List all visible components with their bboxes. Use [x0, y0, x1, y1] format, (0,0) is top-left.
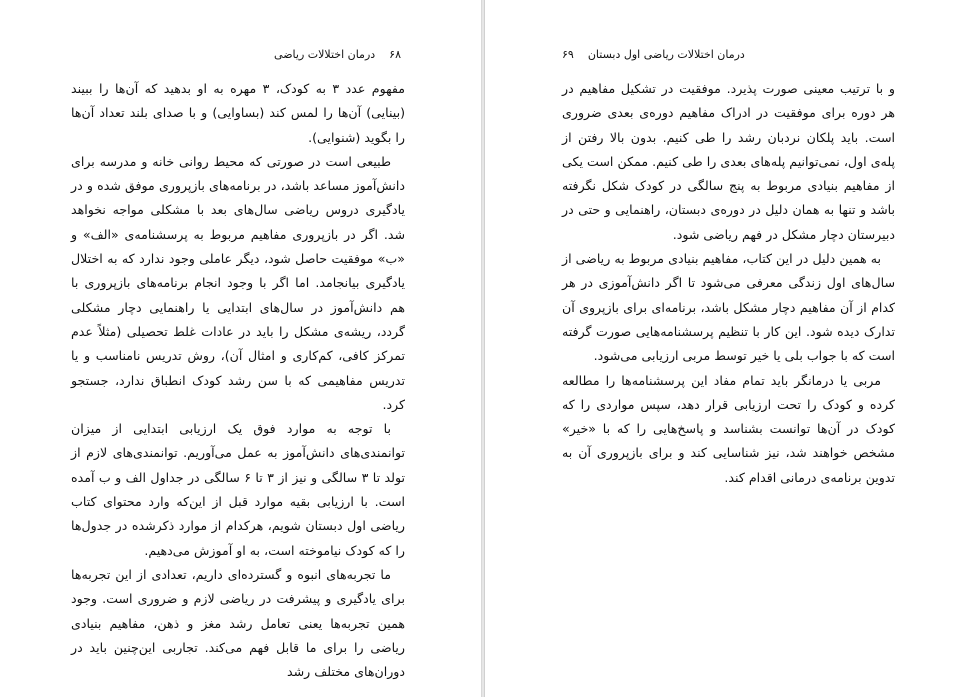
right-page — [484, 0, 966, 697]
right-page-header — [562, 47, 745, 63]
left-running-title: درمان اختلالات ریاضی — [274, 48, 376, 61]
right-paragraph-3: مربی یا درمانگر باید تمام مفاد این پرسشنامه‌ها را مطالعه کرده و کودک را تحت ارزیابی قرار دهد، سپس مواردی را که کودک در آن‌ها توانست بشناسد و پاسخ‌هایی را که با «خیر» مشخص خواهند شد، نیز شناسایی کند و برای بازپروری آن به تدوین برنامه‌ی درمانی اقدام کند. — [562, 372, 895, 485]
left-paragraph-2: طبیعی است در صورتی که محیط روانی خانه و مدرسه برای دانش‌آموز مساعد باشد، در برنامه‌های بازپروری موفق شده و در یادگیری دروس ریاضی سال‌های بعد با مشکلی مواجه نخواهد شد. اگر در بازپروری مفاهیم مربوط به پرسشنامه‌ی «الف» و «ب» موفقیت حاصل شود، دیگر عاملی وجود ندارد که به اختلال یادگیری بیانجامد. اما اگر با وجود انجام برنامه‌های بازپروری با هم دانش‌آموز در سال‌های ابتدایی یا راهنمایی دچار مشکلی گردد، ریشه‌ی مشکل را باید در عادات غلط تحصیلی (مثلاً عدم تمرکز کافی، کم‌کاری و امثال آن)، روش تدریس نامناسب و یا تدریس مفاهیمی که با سن رشد کودک انطباق ندارد، جستجو کرد. — [71, 153, 405, 412]
left-page — [0, 0, 482, 697]
right-page-number: ۶۹ — [562, 48, 574, 61]
left-paragraph-1: مفهوم عدد ۳ به کودک، ۳ مهره به او بدهید که آن‌ها را ببیند (بینایی) آن‌ها را لمس کند (بساوایی) و با صدای بلند تعداد آن‌ها را بگوید (شنوایی). — [71, 81, 405, 145]
left-paragraph-4: ما تجربه‌های انبوه و گسترده‌ای داریم، تعدادی از این تجربه‌ها برای یادگیری و پیشرفت در ریاضی لازم و ضروری است. وجود همین تجربه‌ها یعنی تعامل رشد مغز و ذهن، مفاهیم بنیادی ریاضی را برای ما قابل فهم می‌کند. تجاربی این‌چنین باید در دوران‌های مختلف رشد — [71, 566, 405, 680]
left-page-number: ۶۸ — [389, 48, 401, 61]
left-paragraph-3: با توجه به موارد فوق یک ارزیابی ابتدایی از میزان توانمندی‌های دانش‌آموز به عمل می‌آوریم. توانمندی‌های لازم از تولد تا ۳ سالگی و نیز از ۳ تا ۶ سالگی در جداول الف و ب آمده است. با ارزیابی بقیه موارد قبل از این‌که وارد محتوای کتاب ریاضی اول دبستان شویم، هرکدام از موارد ذکرشده در جدول‌ها را که کودک نیاموخته است، به او آموزش می‌دهیم. — [71, 421, 405, 558]
right-running-title: درمان اختلالات ریاضی اول دبستان — [587, 48, 745, 61]
left-page-header — [274, 47, 401, 63]
right-paragraph-2: به همین دلیل در این کتاب، مفاهیم بنیادی مربوط به ریاضی از سال‌های اول زندگی معرفی می‌شود تا اگر دانش‌آموزی در هر کدام از آن مفاهیم دچار مشکل باشد، برنامه‌ای برای بازپروی آن تدارک دیده شود. این کار با تنظیم پرسشنامه‌هایی صورت گرفته است که با جواب بلی یا خیر توسط مربی ارزیابی می‌شود. — [562, 251, 895, 364]
right-paragraph-1: و با ترتیب معینی صورت پذیرد. موفقیت در تشکیل مفاهیم در هر دوره برای موفقیت در ادراک مفاهیم دوره‌ی بعدی ضروری است. باید پلکان نردبان رشد را طی کنیم. بدون بالا رفتن از پله‌ی اول، نمی‌توانیم پله‌های بعدی را طی کنیم. ممکن است یکی از مفاهیم بنیادی مربوط به پنج سالگی در کودک شکل نگرفته باشد و تنها به همان دلیل در دوره‌ی دبستان، راهنمایی و حتی در دبیرستان دچار مشکل در فهم ریاضی شود. — [562, 81, 895, 242]
right-page-body — [562, 77, 895, 490]
left-page-body — [71, 77, 405, 684]
